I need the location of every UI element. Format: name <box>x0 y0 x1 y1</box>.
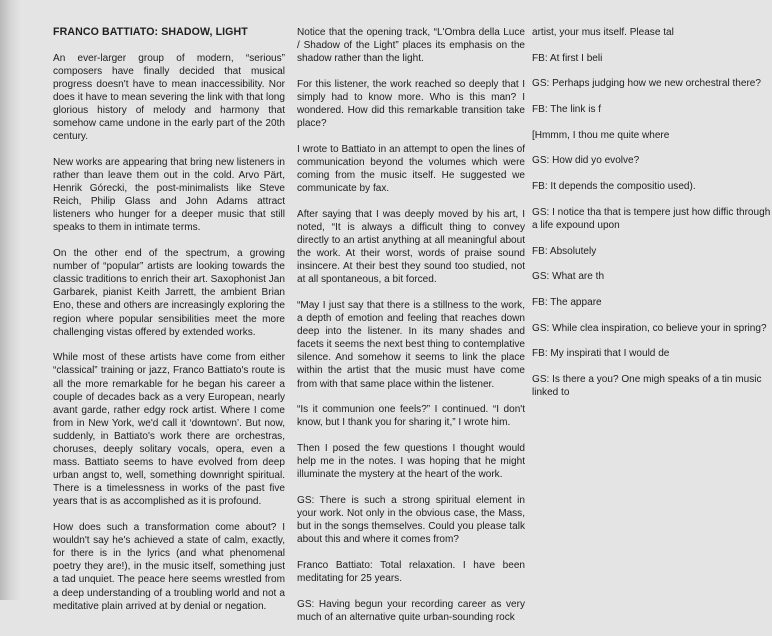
paragraph: An ever-larger group of modern, “serious” composers have finally decided that musical progress doesn't have to mean inaccessibility. Nor does it have to mean severing the link with that long glorious history of melody and harmony that somehow came undone in the early part of the 20th century. <box>53 52 285 143</box>
paragraph: I wrote to Battiato in an attempt to open the lines of communication beyond the volumes which were coming from the music itself. He suggested we communicate by fax. <box>297 143 525 195</box>
interview-question: GS: Perhaps judging how we new orchestral there? <box>532 78 761 90</box>
paragraph: New works are appearing that bring new listeners in rather than leave them out in the cold. Arvo Pärt, Henrik Górecki, the post-minimalists like Steve Reich, Philip Glass and John Adams attract listeners who hunger for a deeper music that still speaks to them in intimate terms. <box>53 156 285 234</box>
paragraph: Then I posed the few questions I thought would help me in the notes. I was hoping that he might illuminate the mystery at the heart of the work. <box>297 443 525 481</box>
paragraph: On the other end of the spectrum, a growing number of “popular” artists are looking towards the classic traditions to enrich their art. Saxophonist Jan Garbarek, pianist Keith Jarrett, the ambient Brian Eno, these and others are increasingly exploring the region where popular sensibilities meet the more challenging vistas offered by extended works. <box>53 248 285 338</box>
interview-answer: FB: Absolutely <box>532 245 597 257</box>
interview-answer: FB: At first I beli <box>532 52 603 64</box>
interview-question: GS: How did yo evolve? <box>532 155 640 167</box>
paragraph: [Hmmm, I thou me quite where <box>532 129 670 141</box>
interview-answer: FB: The link is f <box>532 104 602 116</box>
paragraph: How does such a transformation come about? I wouldn't say he's achieved a state of calm, exactly, for there is in the lyrics (and what phenomenal poetry they are!), in the music itself, something just a tad unquiet. The peace here seems wrestled from a deep understanding of a troubling world and not a meditative plain arrived at by denial or negation. <box>53 522 285 612</box>
interview-question: GS: There is such a strong spiritual element in your work. Not only in the obvious case, the Mass, but in the songs themselves. Could you please talk about this and where it comes from? <box>297 494 525 546</box>
interview-answer: FB: It depends the compositio used). <box>532 181 696 193</box>
paragraph: “May I just say that there is a stillness to the work, a depth of emotion and feeling that reaches down deep into the listener. In its many shades and facets it seems the next best thing to contemplative silence. And somehow it seems to link the place within the artist that the music must have come from with that same place within the listener. <box>297 299 525 390</box>
interview-question: GS: While clea inspiration, co believe your in spring? <box>532 322 767 334</box>
paragraph: Notice that the opening track, “L'Ombra della Luce / Shadow of the Light” places its emphasis on the shadow rather than the light. <box>297 27 525 65</box>
paragraph: artist, your mus itself. Please tal <box>532 27 674 38</box>
paragraph: After saying that I was deeply moved by his art, I noted, “It is always a difficult thing to convey directly to an artist anything at all meaningful about the work. At their worst, words of praise sound insincere. At their best they sound too studied, not at all spontaneous, a bit forced. <box>297 208 525 286</box>
interview-question: GS: Is there a you? One migh speaks of a tin music linked to <box>532 374 762 399</box>
article-column-3-cropped <box>532 26 771 412</box>
interview-question: GS: I notice tha that is tempere just how diffic through a life expound upon <box>532 206 771 231</box>
article-column-1 <box>53 26 285 625</box>
paragraph: For this listener, the work reached so deeply that I simply had to know more. Who is this man? I wondered. How did this remarkable transition take place? <box>297 78 525 130</box>
interview-answer: FB: My inspirati that I would de <box>532 348 670 360</box>
interview-answer: Franco Battiato: Total relaxation. I have been meditating for 25 years. <box>297 559 525 584</box>
interview-answer: FB: The appare <box>532 296 602 308</box>
page-gutter <box>0 0 20 600</box>
interview-question: GS: What are th <box>532 271 605 283</box>
paragraph: “Is it communion one feels?” I continued. “I don't know, but I thank you for sharing it,” I wrote him. <box>297 404 525 429</box>
article-title: FRANCO BATTIATO: SHADOW, LIGHT <box>53 26 248 38</box>
interview-question: GS: Having begun your recording career as very much of an alternative quite urban-sounding rock <box>297 598 525 623</box>
paragraph: While most of these artists have come from either “classical” training or jazz, Franco Battiato's route is all the more remarkable for he began his career a couple of decades back as a very European, nearly avant garde, rather edgy rock artist. Where I come from in New York, we'd call it ‘downtown’. But now, suddenly, in Battiato's work there are orchestras, choruses, deeply solitary vocals, opera, even a mass. Battiato seems to have evolved from deep urban angst to, well, something downright spiritual. There is a timelessness in works of the past five years that is as accomplished as it is profound. <box>53 352 285 508</box>
article-column-2 <box>297 26 525 636</box>
